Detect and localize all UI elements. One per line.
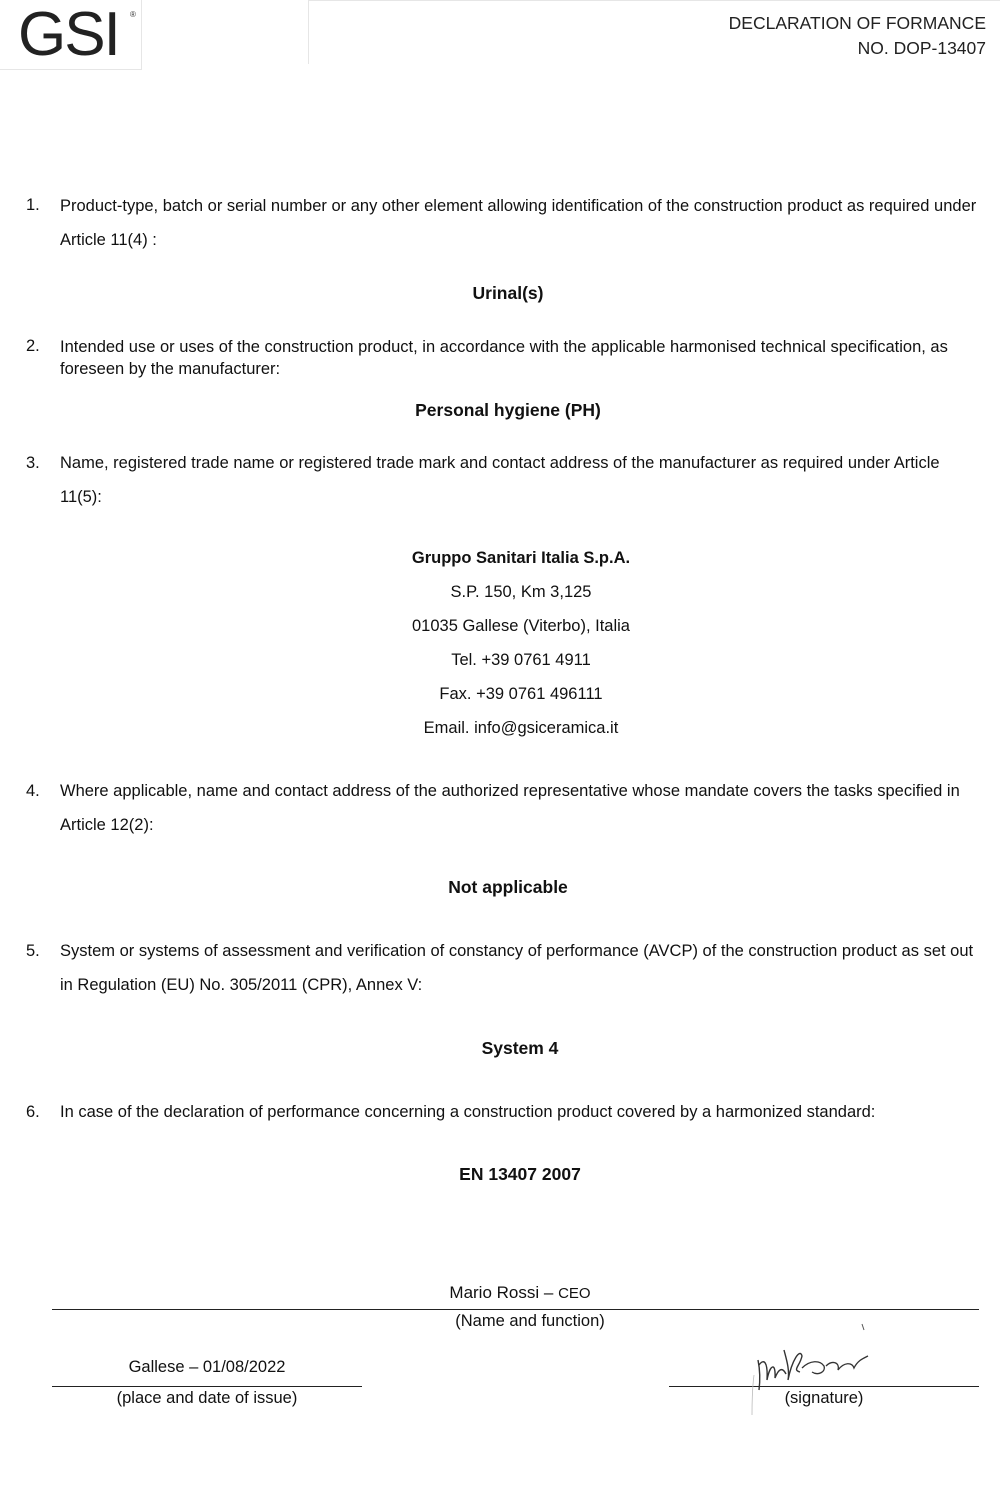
item-text: Intended use or uses of the construction product, in accordance with the applicable harmonised technical specification, as foreseen by the manufacturer: bbox=[60, 338, 948, 378]
company-logo bbox=[0, 0, 142, 70]
item-answer: System 4 bbox=[481, 1038, 559, 1058]
manufacturer-name: Gruppo Sanitari Italia S.p.A. bbox=[411, 549, 631, 567]
manufacturer-email: Email. info@gsiceramica.it bbox=[423, 719, 619, 737]
logo-text: GSI bbox=[18, 0, 119, 69]
place-caption: (place and date of issue) bbox=[116, 1389, 298, 1407]
document-title-line1: DECLARATION OF FORMANCE bbox=[728, 13, 986, 33]
place-date: Gallese – 01/08/2022 bbox=[128, 1358, 286, 1376]
manufacturer-tel: Tel. +39 0761 4911 bbox=[451, 651, 591, 669]
signature-caption: (signature) bbox=[784, 1389, 864, 1407]
item-answer: Urinal(s) bbox=[472, 283, 544, 303]
item-text: Name, registered trade name or registered trade mark and contact address of the manufacturer as required under Article 11(5): bbox=[60, 454, 940, 506]
name-caption: (Name and function) bbox=[455, 1312, 605, 1330]
item-answer: EN 13407 2007 bbox=[459, 1164, 581, 1184]
item-number: 5. bbox=[26, 942, 40, 960]
document-number: NO. DOP-13407 bbox=[857, 38, 986, 58]
manufacturer-fax: Fax. +39 0761 496111 bbox=[439, 685, 603, 703]
place-date-line bbox=[52, 1386, 362, 1387]
name-line bbox=[52, 1309, 979, 1310]
item-text: In case of the declaration of performance concerning a construction product covered by a harmonized standard: bbox=[60, 1103, 876, 1121]
header-box bbox=[308, 0, 1000, 64]
signer-role: CEO bbox=[558, 1285, 591, 1302]
item-text: System or systems of assessment and verification of constancy of performance (AVCP) of the construction product as set out in Regulation (EU) No. 305/2011 (CPR), Annex V: bbox=[60, 942, 974, 994]
signer-name: Mario Rossi bbox=[449, 1283, 540, 1302]
item-text: Where applicable, name and contact address of the authorized representative whose mandate covers the tasks specified in Article 12(2): bbox=[60, 782, 960, 834]
registered-mark: ® bbox=[130, 10, 136, 19]
item-number: 1. bbox=[26, 196, 40, 214]
signer-name-function bbox=[320, 1283, 720, 1303]
handwritten-signature bbox=[740, 1320, 880, 1420]
document-title bbox=[729, 11, 986, 61]
manufacturer-street: S.P. 150, Km 3,125 bbox=[450, 583, 592, 601]
item-number: 3. bbox=[26, 454, 40, 472]
item-number: 2. bbox=[26, 337, 40, 355]
item-number: 4. bbox=[26, 782, 40, 800]
manufacturer-city: 01035 Gallese (Viterbo), Italia bbox=[412, 617, 630, 635]
item-answer: Not applicable bbox=[448, 877, 568, 897]
signer-separator: – bbox=[539, 1283, 559, 1302]
item-text: Product-type, batch or serial number or any other element allowing identification of the construction product as required under Article 11(4) : bbox=[60, 197, 977, 249]
item-answer: Personal hygiene (PH) bbox=[415, 400, 601, 420]
item-number: 6. bbox=[26, 1103, 40, 1121]
